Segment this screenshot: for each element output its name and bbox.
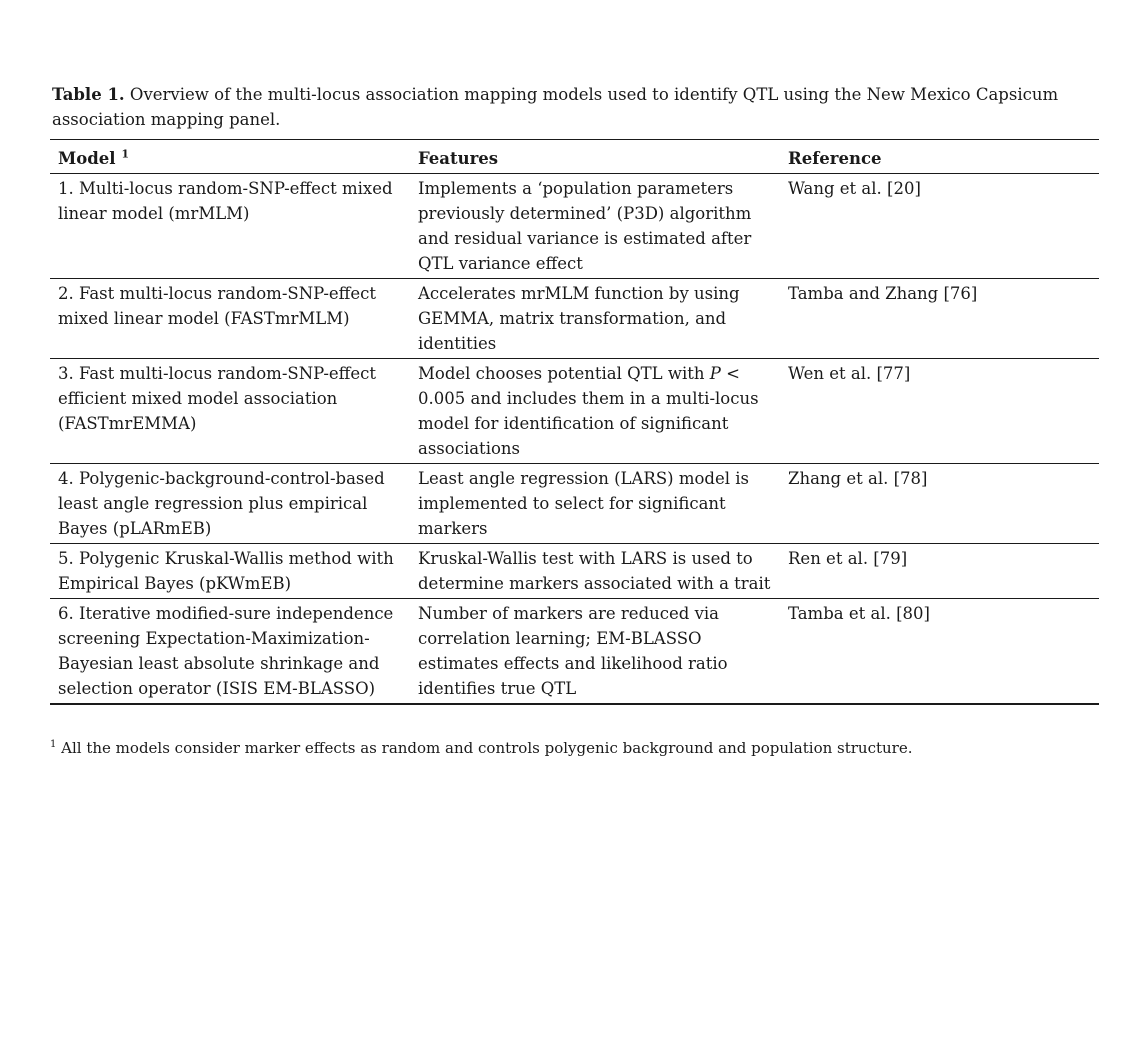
cell-features-part1: Model chooses potential QTL with [418, 364, 705, 383]
table-row [50, 359, 1099, 464]
table-caption [52, 82, 1132, 132]
caption-label: Table 1. [52, 85, 125, 104]
cell-model: 3. Fast multi-locus random-SNP-effect efficient mixed model association (FASTmrEMMA) [58, 364, 377, 433]
table-row [50, 174, 1099, 279]
models-table-container [50, 139, 1099, 705]
cell-features: Accelerates mrMLM function by using GEMMA, matrix transformation, and identities [418, 284, 740, 353]
table-header-row [50, 140, 1099, 174]
cell-model: 4. Polygenic-background-control-based least angle regression plus empirical Bayes (pLARmEB) [58, 469, 385, 538]
cell-model: 5. Polygenic Kruskal-Wallis method with Empirical Bayes (pKWmEB) [58, 549, 394, 593]
caption-text: Overview of the multi-locus association mapping models used to identify QTL using the New Mexico Capsicum association mapping panel. [52, 85, 1059, 129]
cell-features: Implements a ‘population parameters previously determined’ (P3D) algorithm and residual variance is estimated after QTL variance effect [418, 179, 752, 273]
footnote-marker: 1 [50, 739, 57, 750]
cell-reference: Tamba et al. [80] [788, 604, 930, 623]
models-table [50, 139, 1099, 705]
cell-model: 6. Iterative modified-sure independence screening Expectation-Maximization-Bayesian least absolute shrinkage and selection operator (ISIS EM-BLASSO) [58, 604, 394, 698]
cell-features: Kruskal-Wallis test with LARS is used to determine markers associated with a trait [418, 549, 771, 593]
cell-features [410, 359, 780, 464]
cell-reference: Wang et al. [20] [788, 179, 921, 198]
header-model-label: Model [58, 149, 116, 168]
cell-features: Least angle regression (LARS) model is implemented to select for significant markers [418, 469, 749, 538]
cell-reference: Wen et al. [77] [788, 364, 911, 383]
header-features: Features [418, 149, 499, 168]
table-footnote [50, 737, 1130, 759]
header-reference: Reference [788, 149, 882, 168]
cell-features: Number of markers are reduced via correlation learning; EM-BLASSO estimates effects and likelihood ratio identifies true QTL [418, 604, 728, 698]
cell-model: 2. Fast multi-locus random-SNP-effect mixed linear model (FASTmrMLM) [58, 284, 377, 328]
table-row [50, 279, 1099, 359]
cell-features-p-symbol: P [709, 364, 721, 383]
cell-reference: Ren et al. [79] [788, 549, 908, 568]
cell-features-part2: < 0.005 and includes them in a multi-locus model for identification of significant associations [418, 364, 759, 458]
header-model-footnote-marker: 1 [121, 147, 129, 161]
table-row [50, 464, 1099, 544]
table-row [50, 599, 1099, 705]
cell-model: 1. Multi-locus random-SNP-effect mixed linear model (mrMLM) [58, 179, 393, 223]
cell-reference: Zhang et al. [78] [788, 469, 928, 488]
footnote-text: All the models consider marker effects as random and controls polygenic background and population structure. [61, 739, 913, 757]
table-row [50, 544, 1099, 599]
cell-reference: Tamba and Zhang [76] [788, 284, 978, 303]
header-model [50, 140, 410, 174]
